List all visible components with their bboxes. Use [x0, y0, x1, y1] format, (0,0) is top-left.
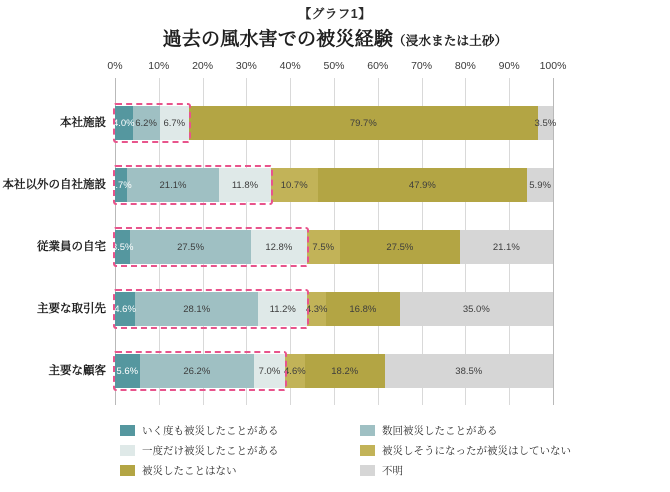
category-label: 本社以外の自社施設	[2, 179, 106, 191]
x-axis-tick-label: 70%	[411, 60, 433, 72]
bar-segment	[307, 292, 326, 326]
bar-segment	[189, 106, 538, 140]
bar-segment	[133, 106, 160, 140]
legend-swatch-icon	[120, 465, 135, 476]
bar-segment-value: 3.5%	[111, 241, 134, 253]
legend-label: 不明	[382, 464, 403, 477]
chart-row	[37, 230, 553, 264]
legend-item[interactable]	[120, 460, 360, 480]
bar-segment-value: 5.6%	[116, 365, 139, 377]
x-axis-tick-label: 80%	[454, 60, 476, 72]
bar-segment-value: 47.9%	[408, 179, 436, 191]
legend-item[interactable]	[360, 460, 600, 480]
bar-segment	[110, 168, 132, 202]
bar-segment	[258, 292, 307, 326]
bar-segment-value: 16.8%	[349, 303, 377, 315]
bar-segment-value: 38.5%	[455, 365, 483, 377]
legend-item[interactable]	[360, 440, 600, 460]
bar-segment	[271, 168, 318, 202]
bar-segment-value: 4.0%	[112, 117, 135, 129]
bar-segment	[111, 230, 134, 264]
bar-segment-value: 11.8%	[231, 179, 259, 191]
x-axis-tick-label: 0%	[107, 60, 123, 72]
bar-segment	[460, 230, 552, 264]
x-axis-tick-label: 90%	[498, 60, 520, 72]
bar-segment	[340, 230, 460, 264]
legend-item[interactable]	[120, 440, 360, 460]
bar-segment	[140, 354, 255, 388]
category-label: 本社施設	[60, 117, 106, 129]
bar-segment	[307, 230, 340, 264]
bar-segment	[305, 354, 385, 388]
legend-swatch-icon	[360, 465, 375, 476]
chart-title-text: 過去の風水害での被災経験	[162, 29, 394, 50]
x-axis-tick-label: 20%	[192, 60, 214, 72]
x-axis-tick-label: 100%	[539, 60, 567, 72]
legend-item[interactable]	[360, 420, 600, 440]
bar-segment-value: 79.7%	[349, 117, 377, 129]
bar-segment	[326, 292, 400, 326]
x-axis-tick-label: 60%	[367, 60, 389, 72]
legend-swatch-icon	[120, 425, 135, 436]
bar-segment-value: 2.7%	[110, 179, 132, 191]
bar-segment-value: 12.8%	[265, 241, 293, 253]
bar-segment-value: 11.2%	[269, 303, 296, 315]
bar-segment-value: 6.7%	[163, 117, 186, 129]
legend-label: 被災したことはない	[142, 464, 237, 477]
bar-segment-value: 3.5%	[534, 117, 557, 129]
chart-title-paren: （浸水または土砂）	[393, 34, 508, 48]
bar-segment	[318, 168, 528, 202]
bar-segment-value: 4.6%	[114, 303, 136, 315]
bar-segment-value: 27.5%	[386, 241, 414, 253]
bar-segment-value: 5.9%	[529, 179, 551, 191]
bar-segment-value: 35.0%	[462, 303, 490, 315]
bar-segment	[251, 230, 307, 264]
x-axis-tick-label: 30%	[235, 60, 257, 72]
bar-segment-value: 4.6%	[284, 365, 306, 377]
bar-segment-value: 21.1%	[492, 241, 520, 253]
bar-segment-value: 26.2%	[183, 365, 211, 377]
legend-swatch-icon	[360, 445, 375, 456]
bar-segment-value: 21.1%	[159, 179, 187, 191]
x-axis-tick-label: 10%	[148, 60, 170, 72]
bar-segment-value: 4.3%	[305, 303, 328, 315]
category-label: 従業員の自宅	[37, 241, 106, 253]
category-label: 主要な取引先	[37, 303, 106, 315]
chart-subtitle: 【グラフ1】	[298, 7, 372, 21]
bar-segment	[285, 354, 305, 388]
plot-area	[2, 78, 557, 405]
x-axis-tick-label: 50%	[323, 60, 345, 72]
chart-row	[2, 168, 553, 202]
bar-segment	[130, 230, 250, 264]
legend-label: 一度だけ被災したことがある	[142, 444, 279, 457]
bar-segment	[112, 106, 135, 140]
bar-segment	[254, 354, 285, 388]
chart-title	[0, 24, 670, 51]
chart-title-block	[0, 4, 670, 51]
bar-segment	[219, 168, 271, 202]
bar-segment	[527, 168, 553, 202]
bar-segment-value: 28.1%	[183, 303, 211, 315]
bar-segment	[135, 292, 258, 326]
bar-segment	[400, 292, 553, 326]
x-axis-tick-labels	[107, 60, 567, 76]
bar-segment-value: 7.0%	[258, 365, 281, 377]
bar-segment	[160, 106, 189, 140]
legend-label: 被災しそうになったが被災はしていない	[382, 444, 571, 457]
x-axis-tick-label: 40%	[279, 60, 301, 72]
bar-segment	[127, 168, 219, 202]
legend-swatch-icon	[120, 445, 135, 456]
bar-segment-value: 6.2%	[135, 117, 157, 129]
chart-row	[37, 292, 553, 326]
legend-swatch-icon	[360, 425, 375, 436]
chart-legend	[120, 420, 600, 480]
category-label: 主要な顧客	[48, 365, 106, 377]
bar-segment-value: 10.7%	[280, 179, 308, 191]
bar-segment	[115, 354, 140, 388]
chart-row	[60, 106, 557, 140]
legend-item[interactable]	[120, 420, 360, 440]
bar-segment	[385, 354, 553, 388]
bar-segment	[534, 106, 557, 140]
legend-label: 数回被災したことがある	[382, 424, 498, 437]
bar-segment-value: 7.5%	[312, 241, 335, 253]
bar-segment	[115, 292, 135, 326]
legend-label: いく度も被災したことがある	[142, 424, 279, 437]
bar-segment-value: 27.5%	[177, 241, 205, 253]
chart-row	[48, 354, 553, 388]
bar-segment-value: 18.2%	[331, 365, 359, 377]
